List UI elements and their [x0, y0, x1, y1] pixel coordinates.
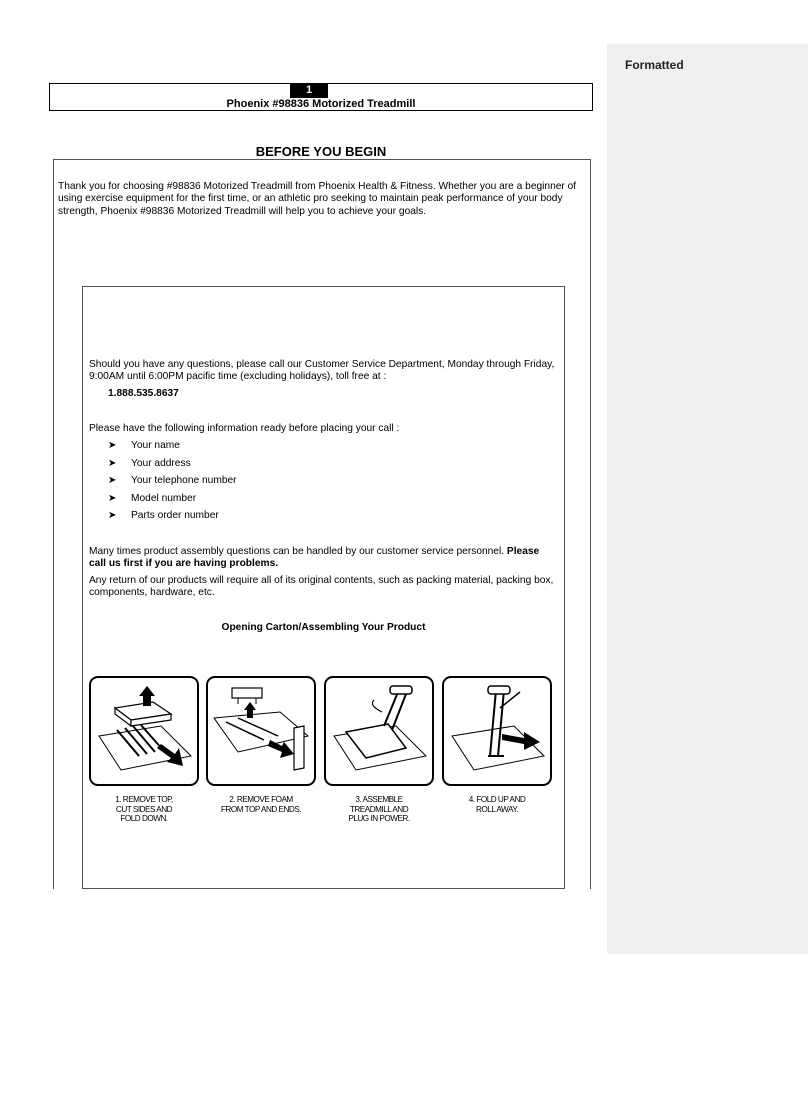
- list-item: ➤ Model number: [108, 493, 237, 511]
- document-title: Phoenix #98836 Motorized Treadmill: [226, 98, 416, 110]
- list-item: ➤ Parts order number: [108, 510, 237, 528]
- arrow-bullet-icon: ➤: [108, 440, 117, 451]
- return-policy-text: Any return of our products will require all of its original contents, such as packing material, packing box, components, hardware, etc.: [89, 575, 554, 599]
- assembly-text: Many times product assembly questions can be handled by our customer service personnel.: [89, 546, 505, 557]
- page-header: [49, 83, 593, 111]
- list-item: ➤ Your address: [108, 458, 237, 476]
- open-carton-icon: [91, 678, 197, 784]
- page-number: 1: [290, 83, 328, 98]
- phone-number: 1.888.535.8637: [108, 388, 179, 399]
- step-2-caption: 2. REMOVE FOAM FROM TOP AND ENDS.: [220, 795, 302, 814]
- list-item: ➤ Your telephone number: [108, 475, 237, 493]
- assembly-paragraph: [89, 546, 559, 571]
- step-3-caption: 3. ASSEMBLE TREADMILL AND PLUG IN POWER.: [348, 795, 410, 824]
- support-question-text: Should you have any questions, please call our Customer Service Department, Monday through Friday, 9:00AM until 6:00PM pacific time (excluding holidays), toll free at :: [89, 359, 555, 383]
- arrow-bullet-icon: ➤: [108, 457, 117, 469]
- list-item: ➤ Your name: [108, 440, 237, 458]
- info-list: [108, 440, 237, 528]
- step-1-panel: [89, 676, 199, 786]
- step-3-panel: [324, 676, 434, 786]
- opening-carton-title: Opening Carton/Assembling Your Product: [221, 622, 426, 633]
- remove-foam-icon: [208, 678, 314, 784]
- fold-treadmill-icon: [444, 678, 550, 784]
- comment-label: Formatted: [625, 58, 684, 72]
- comment-pane: [607, 44, 808, 954]
- intro-paragraph: Thank you for choosing #98836 Motorized Treadmill from Phoenix Health & Fitness. Whether you are a beginner of using exercise equipment for the first time, or an athletic pro seeking to maintain peak performance of your body strength, Phoenix #98836 Motorized Treadmill will help you to achieve your goals.: [58, 181, 577, 217]
- prepare-text: Please have the following information ready before placing your call :: [89, 423, 400, 434]
- arrow-bullet-icon: ➤: [108, 492, 117, 504]
- assemble-treadmill-icon: [326, 678, 432, 784]
- step-4-caption: 4. FOLD UP AND ROLL AWAY.: [468, 795, 526, 814]
- step-2-panel: [206, 676, 316, 786]
- section-title: BEFORE YOU BEGIN: [255, 144, 387, 159]
- step-1-caption: 1. REMOVE TOP, CUT SIDES AND FOLD DOWN.: [115, 795, 173, 824]
- arrow-bullet-icon: ➤: [108, 475, 117, 487]
- step-4-panel: [442, 676, 552, 786]
- arrow-bullet-icon: ➤: [108, 510, 117, 522]
- assembly-bold-text: Please call us first if you are having problems.: [89, 546, 540, 570]
